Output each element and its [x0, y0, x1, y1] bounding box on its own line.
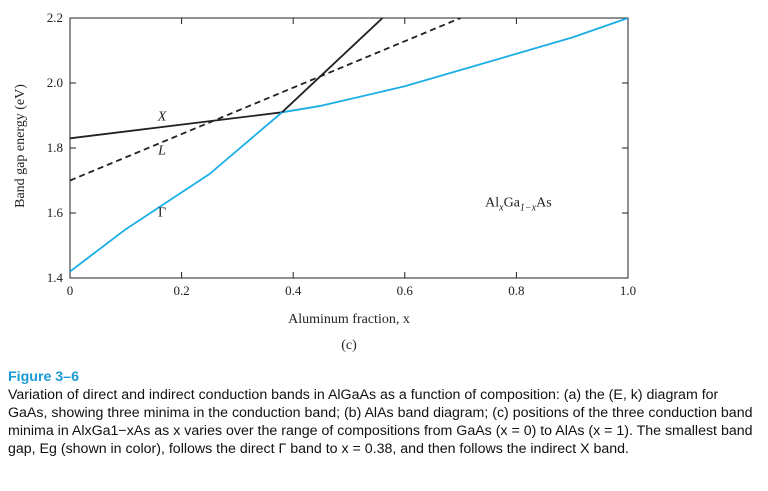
y-tick-label: 1.4 [46, 270, 63, 285]
x-axis-title: Aluminum fraction, x [288, 312, 410, 327]
y-tick-label: 2.2 [46, 10, 63, 25]
y-axis-title: Band gap energy (eV) [13, 84, 28, 208]
x-tick-label: 0 [66, 283, 74, 298]
series-line-x-upper [282, 18, 383, 112]
alloy-label: $Al_xGa_{1-x}As$ [485, 195, 552, 214]
series-label-x: X [157, 109, 167, 125]
panel-label: (c) [341, 338, 357, 353]
x-tick-label: 0.2 [173, 283, 190, 298]
figure-title: Figure 3–6 [8, 369, 79, 385]
x-tick-label: 0.4 [285, 283, 302, 298]
series-line-x [70, 112, 282, 138]
figure-caption-body: Variation of direct and indirect conduction bands in AlGaAs as a function of composition: (a) the (E, k) diagram for GaAs, showing three minima in the conduction band; (b) AlAs band diagram; (c) positions of the three conduction band minima in AlxGa1−xAs as x varies over the range of compositions from GaAs (x = 0) to AlAs (x = 1). The smallest band gap, Eg (shown in color), follows the direct Γ band to x = 0.38, and then follows the indirect X band. [8, 387, 753, 457]
y-tick-label: 1.6 [46, 205, 63, 220]
figure-caption [8, 368, 760, 458]
series-label-gamma: Γ [158, 205, 167, 221]
x-tick-label: 1.0 [619, 283, 637, 298]
plot-area [47, 10, 636, 298]
series-line-l [70, 18, 461, 181]
x-tick-label: 0.6 [396, 283, 413, 298]
series-label-l: L [158, 143, 166, 159]
plot-frame [70, 18, 628, 278]
x-tick-label: 0.8 [508, 283, 525, 298]
y-tick-label: 2.0 [46, 75, 63, 90]
y-tick-label: 1.8 [46, 140, 63, 155]
